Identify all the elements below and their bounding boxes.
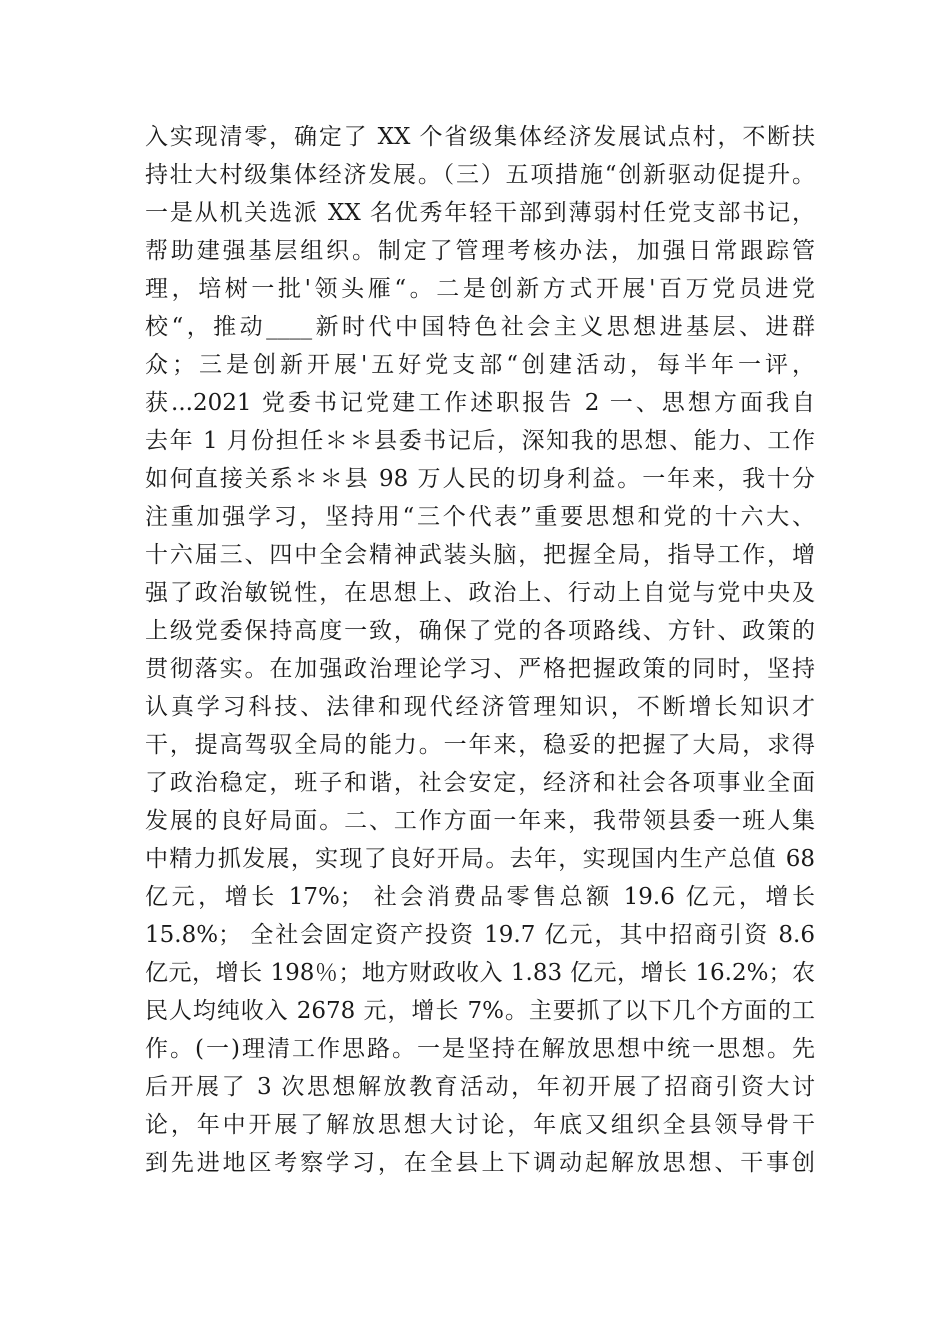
text-line: 干，提高驾驭全局的能力。一年来，稳妥的把握了大局，求得 <box>145 732 815 758</box>
text-line: 持壮大村级集体经济发展。（三）五项措施“创新驱动促提升。 <box>145 162 815 188</box>
text-line: 了政治稳定，班子和谐，社会安定，经济和社会各项事业全面 <box>145 770 815 796</box>
body-text <box>145 118 815 1182</box>
text-line: 如何直接关系＊＊县 98 万人民的切身利益。一年来，我十分 <box>145 466 815 492</box>
text-line: 一是从机关选派 XX 名优秀年轻干部到薄弱村任党支部书记， <box>145 200 815 226</box>
text-line: 亿元，增长 17%； 社会消费品零售总额 19.6 亿元，增长 <box>145 884 815 910</box>
text-line: 作。(一)理清工作思路。一是坚持在解放思想中统一思想。先 <box>145 1036 815 1062</box>
text-line: 发展的良好局面。二、工作方面一年来，我带领县委一班人集 <box>145 808 815 834</box>
text-line: 十六届三、四中全会精神武装头脑，把握全局，指导工作，增 <box>145 542 815 568</box>
text-line: 上级党委保持高度一致，确保了党的各项路线、方针、政策的 <box>145 618 815 644</box>
text-line: 去年 1 月份担任＊＊县委书记后，深知我的思想、能力、工作 <box>145 428 815 454</box>
text-line: 民人均纯收入 2678 元，增长 7%。主要抓了以下几个方面的工 <box>145 998 815 1024</box>
text-line: 后开展了 3 次思想解放教育活动，年初开展了招商引资大讨 <box>145 1074 815 1100</box>
text-line: 入实现清零，确定了 XX 个省级集体经济发展试点村，不断扶 <box>145 124 815 150</box>
text-line: 到先进地区考察学习，在全县上下调动起解放思想、干事创 <box>145 1150 815 1176</box>
text-line: 帮助建强基层组织。制定了管理考核办法，加强日常跟踪管 <box>145 238 815 264</box>
text-line: 亿元，增长 198％；地方财政收入 1.83 亿元，增长 16.2%；农 <box>145 960 815 986</box>
text-line: 理，培树一批'领头雁“。二是创新方式开展'百万党员进党 <box>145 276 815 302</box>
text-line: 众；三是创新开展'五好党支部“创建活动，每半年一评， <box>145 352 815 378</box>
text-line: 强了政治敏锐性，在思想上、政治上、行动上自觉与党中央及 <box>145 580 815 606</box>
text-line: 获...2021 党委书记党建工作述职报告 2 一、思想方面我自 <box>145 390 815 416</box>
text-line: 中精力抓发展，实现了良好开局。去年，实现国内生产总值 68 <box>145 846 815 872</box>
text-line: 论，年中开展了解放思想大讨论，年底又组织全县领导骨干 <box>145 1112 815 1138</box>
text-line: 15.8%； 全社会固定资产投资 19.7 亿元，其中招商引资 8.6 <box>145 922 815 948</box>
text-line: 贯彻落实。在加强政治理论学习、严格把握政策的同时，坚持 <box>145 656 815 682</box>
text-line: 校“，推动____新时代中国特色社会主义思想进基层、进群 <box>145 314 815 340</box>
text-line: 认真学习科技、法律和现代经济管理知识，不断增长知识才 <box>145 694 815 720</box>
text-line: 注重加强学习，坚持用“三个代表”重要思想和党的十六大、 <box>145 504 815 530</box>
